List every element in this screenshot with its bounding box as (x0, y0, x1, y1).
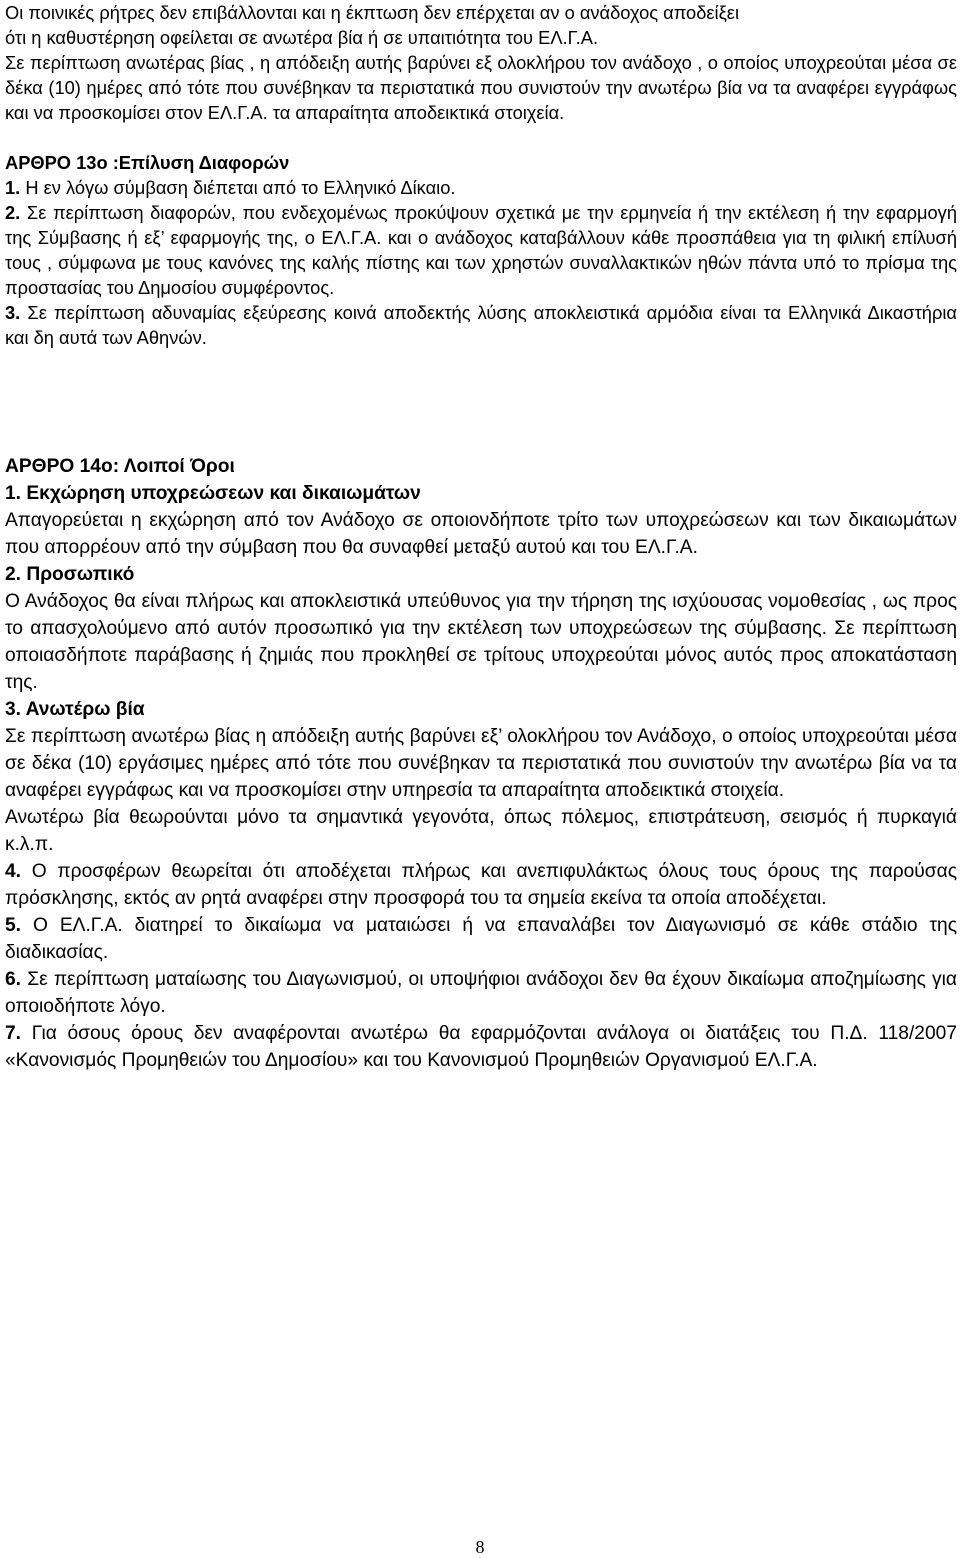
article-14 (5, 453, 957, 1074)
penalty-line-2: ότι η καθυστέρηση οφείλεται σε ανωτέρα βία ή σε υπαιτιότητα του ΕΛ.Γ.Α. (5, 27, 599, 48)
article-13-title: ΑΡΘΡΟ 13ο :Επίλυση Διαφορών (5, 152, 290, 173)
section-6: 6. Σε περίπτωση ματαίωσης του Διαγωνισμού, οι υποψήφιοι ανάδοχοι δεν θα έχουν δικαίωμα αποζημίωσης για οποιοδήποτε λόγο. (5, 969, 957, 1017)
section-3-text: Σε περίπτωση ανωτέρω βίας η απόδειξη αυτής βαρύνει εξ’ ολοκλήρου τον Ανάδοχο, ο οποίος υποχρεούται μέσα σε δέκα (10) εργάσιμες ημέρες από τότε που συνέβηκαν τα περιστατικά που συνιστούν την ανωτέρω βία να τα αναφέρει εγγράφως και να προσκομίσει στην υπηρεσία τα απαραίτητα αποδεικτικά στοιχεία. (5, 726, 957, 801)
force-majeure-paragraph: Σε περίπτωση ανωτέρας βίας , η απόδειξη αυτής βαρύνει εξ ολοκλήρου τον ανάδοχο , ο οποίος υποχρεούται μέσα σε δέκα (10) ημέρες από τότε που συνέβηκαν τα περιστατικά που συνιστούν την ανωτέρω βία να τα αναφέρει εγγράφως και να προσκομίσει στον ΕΛ.Γ.Α. τα απαραίτητα αποδεικτικά στοιχεία. (5, 52, 957, 123)
section-4: 4. Ο προσφέρων θεωρείται ότι αποδέχεται πλήρως και ανεπιφυλάκτως όλους τους όρους της παρούσας πρόσκλησης, εκτός αν ρητά αναφέρει στην προσφορά του τα σημεία εκείνα τα οποία αποδέχεται. (5, 861, 957, 909)
article-13-item-2: 2. Σε περίπτωση διαφορών, που ενδεχομένως προκύψουν σχετικά με την ερμηνεία ή την εκτέλεση ή την εφαρμογή της Σύμβασης ή εξ’ εφαρμογής της, ο ΕΛ.Γ.Α. και ο ανάδοχος καταβάλλουν κάθε προσπάθεια για τη φιλική επίλυσή τους , σύμφωνα με τους κανόνες της καλής πίστης και των χρηστών συναλλακτικών ηθών πάντα υπό το πρίσμα της προστασίας του Δημοσίου συμφέροντος. (5, 202, 957, 298)
section-1-text: Απαγορεύεται η εκχώρηση από τον Ανάδοχο σε οποιονδήποτε τρίτο των υποχρεώσεων και των δικαιωμάτων που απορρέουν από την σύμβαση που θα συναφθεί μεταξύ αυτού και του ΕΛ.Γ.Α. (5, 510, 957, 558)
section-2-heading: 2. Προσωπικό (5, 564, 135, 585)
section-1-heading: 1. Εκχώρηση υποχρεώσεων και δικαιωμάτων (5, 483, 421, 504)
article-14-title: ΑΡΘΡΟ 14ο: Λοιποί Όροι (5, 456, 235, 477)
top-continuation (5, 0, 957, 350)
section-7: 7. Για όσους όρους δεν αναφέρονται ανωτέρω θα εφαρμόζονται ανάλογα οι διατάξεις του Π.Δ. 118/2007 «Κανονισμός Προμηθειών του Δημοσίου» και του Κανονισμού Προμηθειών Οργανισμού ΕΛ.Γ.Α. (5, 1023, 957, 1071)
section-3-heading: 3. Ανωτέρω βία (5, 699, 145, 720)
penalty-line-1: Οι ποινικές ρήτρες δεν επιβάλλονται και η έκπτωση δεν επέρχεται αν ο ανάδοχος αποδείξει (5, 2, 740, 23)
section-2-text: Ο Ανάδοχος θα είναι πλήρως και αποκλειστικά υπεύθυνος για την τήρηση της ισχύουσας νομοθεσίας , ως προς το απασχολούμενο από αυτόν προσωπικό για την εκτέλεση των υποχρεώσεων της σύμβασης. Σε περίπτωση οποιασδήποτε παράβασης ή ζημιάς που προκληθεί σε τρίτους υποχρεούται μόνος αυτός προς αποκατάσταση της. (5, 591, 957, 693)
article-13-item-3: 3. Σε περίπτωση αδυναμίας εξεύρεσης κοινά αποδεκτής λύσης αποκλειστικά αρμόδια είναι τα Ελληνικά Δικαστήρια και δη αυτά των Αθηνών. (5, 302, 957, 348)
page-number: 8 (475, 1537, 485, 1557)
article-13-item-1: 1. Η εν λόγω σύμβαση διέπεται από το Ελληνικό Δίκαιο. (5, 177, 456, 198)
section-3-text-2: Ανωτέρω βία θεωρούνται μόνο τα σημαντικά γεγονότα, όπως πόλεμος, επιστράτευση, σεισμός ή πυρκαγιά κ.λ.π. (5, 807, 957, 855)
section-5: 5. Ο ΕΛ.Γ.Α. διατηρεί το δικαίωμα να ματαιώσει ή να επαναλάβει τον Διαγωνισμό σε κάθε στάδιο της διαδικασίας. (5, 915, 957, 963)
